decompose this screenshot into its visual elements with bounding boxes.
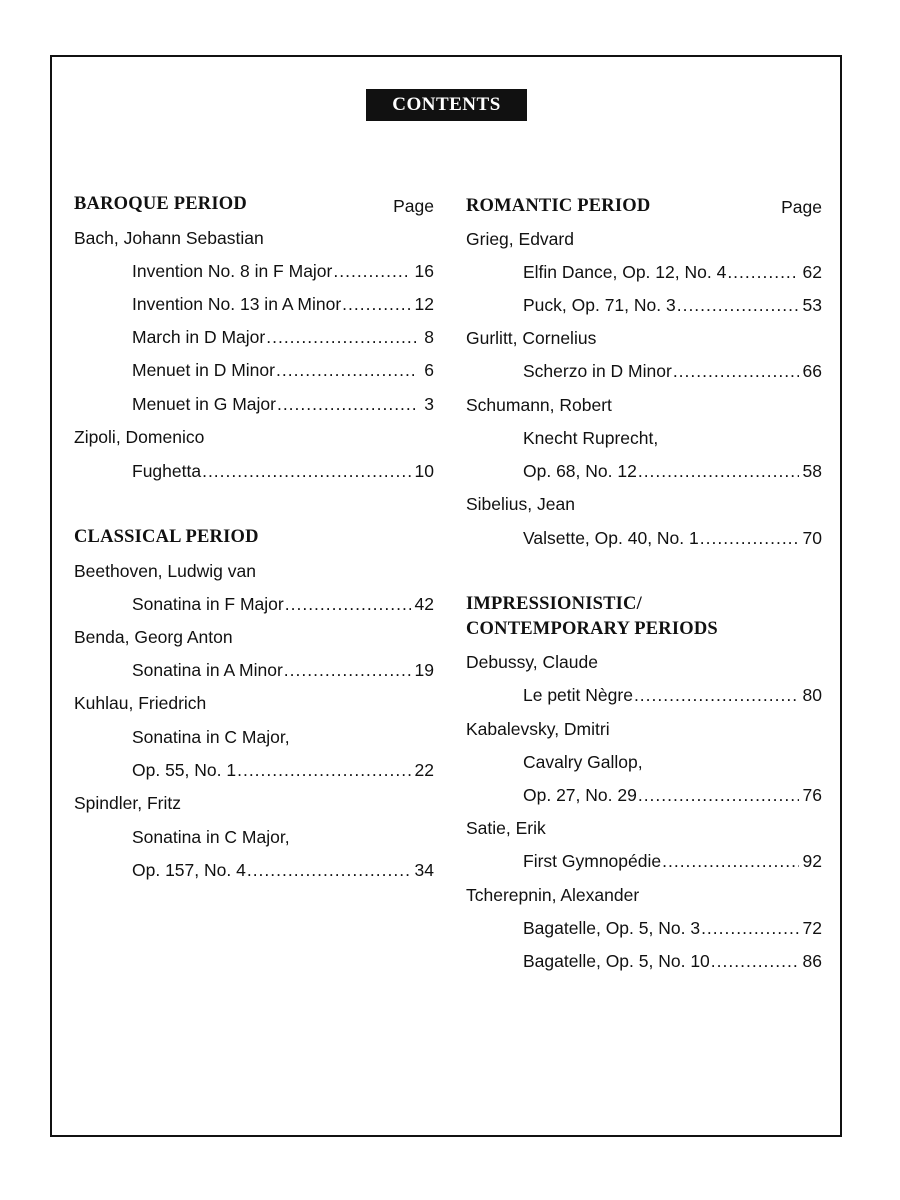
page-number: 58 bbox=[802, 461, 822, 481]
dot-leader bbox=[711, 948, 799, 974]
dot-leader bbox=[277, 391, 416, 417]
dot-leader bbox=[284, 657, 411, 683]
work-title: First Gymnopédie bbox=[523, 851, 662, 871]
toc-entry[interactable] bbox=[523, 915, 822, 941]
page-column-label: Page bbox=[393, 196, 434, 216]
toc-entry[interactable] bbox=[523, 525, 822, 551]
page-number: 10 bbox=[414, 461, 434, 481]
baroque-heading: BAROQUE PERIOD bbox=[74, 194, 247, 214]
toc-entry[interactable] bbox=[132, 757, 434, 783]
dot-leader bbox=[638, 458, 799, 484]
dot-leader bbox=[247, 857, 411, 883]
dot-leader bbox=[677, 292, 799, 318]
page-column-label: Page bbox=[781, 197, 822, 217]
toc-entry[interactable] bbox=[523, 358, 822, 384]
page-number: 22 bbox=[414, 760, 434, 780]
toc-entry[interactable] bbox=[132, 357, 434, 383]
work-title: Op. 68, No. 12 bbox=[523, 461, 637, 481]
work-title: Sonatina in F Major bbox=[132, 594, 284, 614]
page-number: 16 bbox=[414, 261, 434, 281]
work-title: Op. 27, No. 29 bbox=[523, 785, 637, 805]
toc-entry[interactable] bbox=[132, 291, 434, 317]
dot-leader bbox=[701, 915, 798, 941]
dot-leader bbox=[202, 458, 410, 484]
dot-leader bbox=[342, 291, 410, 317]
work-title: Sonatina in A Minor bbox=[132, 660, 283, 680]
page-number: 86 bbox=[802, 951, 822, 971]
dot-leader bbox=[276, 357, 416, 383]
page-number: 80 bbox=[802, 685, 822, 705]
work-title: Bagatelle, Op. 5, No. 3 bbox=[523, 918, 701, 938]
composer-name: Spindler, Fritz bbox=[74, 793, 181, 813]
work-title: Elfin Dance, Op. 12, No. 4 bbox=[523, 262, 727, 282]
page-number: 8 bbox=[424, 327, 434, 347]
work-title: Puck, Op. 71, No. 3 bbox=[523, 295, 676, 315]
dot-leader bbox=[662, 848, 798, 874]
page-number: 53 bbox=[802, 295, 822, 315]
page-number: 66 bbox=[802, 361, 822, 381]
composer-name: Sibelius, Jean bbox=[466, 494, 575, 514]
dot-leader bbox=[266, 324, 416, 350]
page-number: 3 bbox=[424, 394, 434, 414]
toc-entry[interactable] bbox=[523, 782, 822, 808]
work-title-line1[interactable]: Cavalry Gallop, bbox=[523, 752, 643, 772]
composer-name: Tcherepnin, Alexander bbox=[466, 885, 640, 905]
composer-name: Satie, Erik bbox=[466, 818, 546, 838]
work-title: Op. 157, No. 4 bbox=[132, 860, 246, 880]
toc-entry[interactable] bbox=[523, 292, 822, 318]
page-number: 6 bbox=[424, 360, 434, 380]
work-title: Valsette, Op. 40, No. 1 bbox=[523, 528, 699, 548]
composer-name: Benda, Georg Anton bbox=[74, 627, 233, 647]
composer-name: Schumann, Robert bbox=[466, 395, 612, 415]
impressionistic-heading: IMPRESSIONISTIC/ bbox=[466, 594, 642, 614]
page-number: 34 bbox=[414, 860, 434, 880]
page-number: 42 bbox=[414, 594, 434, 614]
work-title: Menuet in G Major bbox=[132, 394, 276, 414]
page-number: 19 bbox=[414, 660, 434, 680]
composer-name: Debussy, Claude bbox=[466, 652, 598, 672]
dot-leader bbox=[634, 682, 799, 708]
contents-title: CONTENTS bbox=[366, 89, 527, 121]
page-number: 12 bbox=[414, 294, 434, 314]
page-number: 92 bbox=[802, 851, 822, 871]
dot-leader bbox=[333, 258, 410, 284]
toc-entry[interactable] bbox=[523, 259, 822, 285]
work-title: March in D Major bbox=[132, 327, 266, 347]
work-title-line1[interactable]: Sonatina in C Major, bbox=[132, 827, 290, 847]
work-title: Scherzo in D Minor bbox=[523, 361, 672, 381]
page-number: 70 bbox=[802, 528, 822, 548]
contemporary-heading: CONTEMPORARY PERIODS bbox=[466, 619, 718, 639]
work-title: Invention No. 8 in F Major bbox=[132, 261, 333, 281]
toc-entry[interactable] bbox=[132, 458, 434, 484]
dot-leader bbox=[237, 757, 410, 783]
toc-entry[interactable] bbox=[523, 458, 822, 484]
work-title: Bagatelle, Op. 5, No. 10 bbox=[523, 951, 710, 971]
dot-leader bbox=[673, 358, 799, 384]
dot-leader bbox=[727, 259, 798, 285]
toc-entry[interactable] bbox=[132, 391, 434, 417]
work-title-line1[interactable]: Sonatina in C Major, bbox=[132, 727, 290, 747]
page-number: 76 bbox=[802, 785, 822, 805]
composer-name: Beethoven, Ludwig van bbox=[74, 561, 256, 581]
toc-entry[interactable] bbox=[132, 657, 434, 683]
work-title-line1[interactable]: Knecht Ruprecht, bbox=[523, 428, 659, 448]
work-title: Menuet in D Minor bbox=[132, 360, 275, 380]
toc-entry[interactable] bbox=[132, 258, 434, 284]
dot-leader bbox=[638, 782, 799, 808]
work-title: Fughetta bbox=[132, 461, 202, 481]
toc-entry[interactable] bbox=[132, 591, 434, 617]
composer-name: Grieg, Edvard bbox=[466, 229, 574, 249]
toc-entry[interactable] bbox=[523, 848, 822, 874]
composer-name: Bach, Johann Sebastian bbox=[74, 228, 264, 248]
classical-heading: CLASSICAL PERIOD bbox=[74, 527, 259, 547]
composer-name: Kuhlau, Friedrich bbox=[74, 693, 207, 713]
dot-leader bbox=[700, 525, 799, 551]
page-number: 72 bbox=[802, 918, 822, 938]
toc-entry[interactable] bbox=[132, 857, 434, 883]
composer-name: Gurlitt, Cornelius bbox=[466, 328, 597, 348]
work-title: Op. 55, No. 1 bbox=[132, 760, 237, 780]
work-title: Invention No. 13 in A Minor bbox=[132, 294, 342, 314]
toc-entry[interactable] bbox=[523, 682, 822, 708]
work-title: Le petit Nègre bbox=[523, 685, 633, 705]
composer-name: Zipoli, Domenico bbox=[74, 427, 205, 447]
dot-leader bbox=[285, 591, 411, 617]
page-number: 62 bbox=[802, 262, 822, 282]
toc-entry[interactable] bbox=[132, 324, 434, 350]
composer-name: Kabalevsky, Dmitri bbox=[466, 719, 610, 739]
romantic-heading: ROMANTIC PERIOD bbox=[466, 196, 651, 216]
toc-entry[interactable] bbox=[523, 948, 822, 974]
